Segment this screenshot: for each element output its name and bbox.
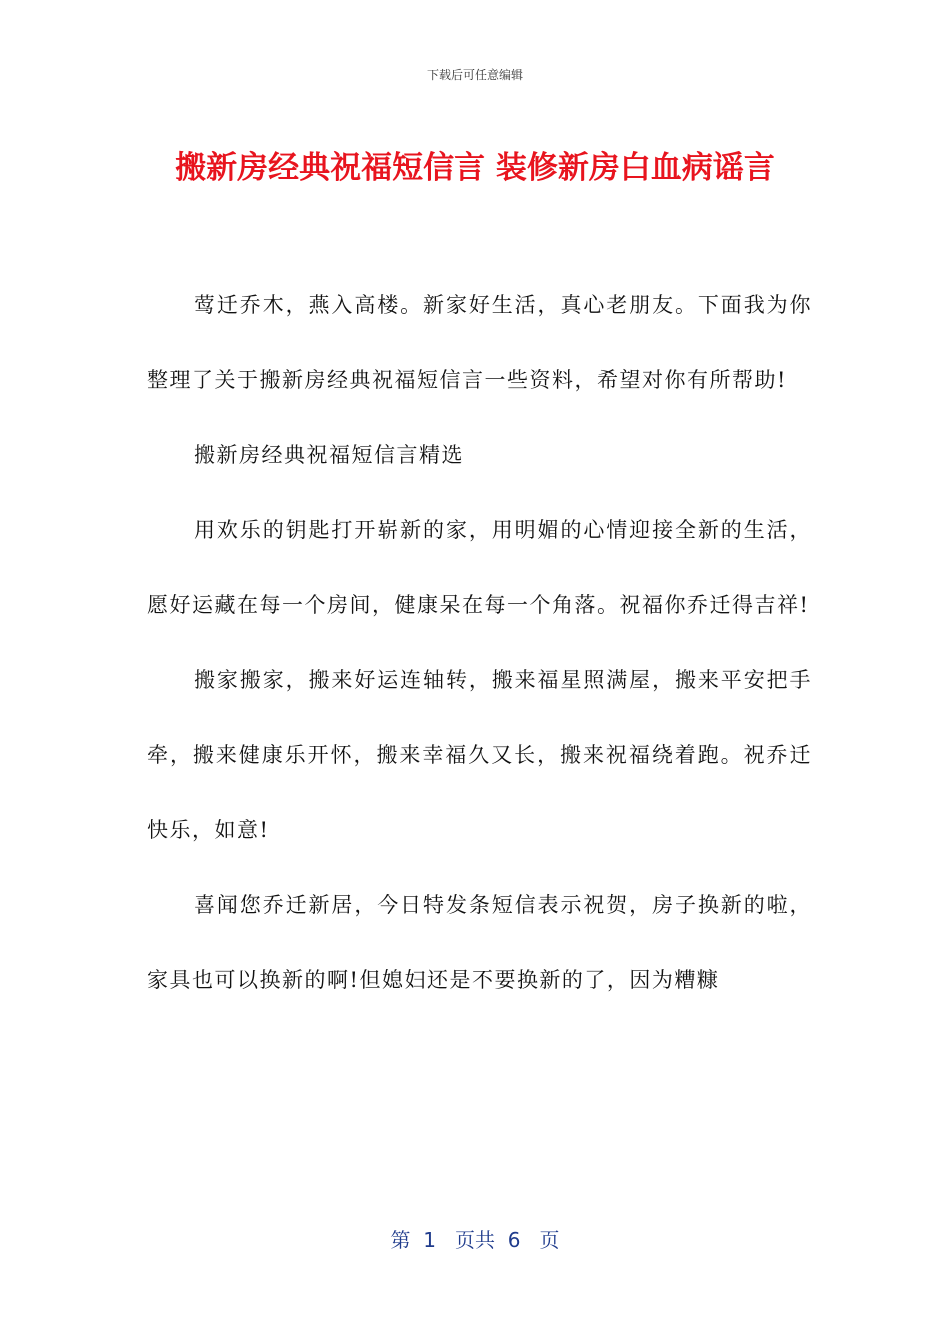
paragraph-intro: 莺迁乔木，燕入高楼。新家好生活，真心老朋友。下面我为你整理了关于搬新房经典祝福短信言一些资料，希望对你有所帮助! xyxy=(147,293,812,392)
page-number-footer: 第 1 页共 6 页 xyxy=(390,1228,560,1252)
header-note: 下载后可任意编辑 xyxy=(426,68,523,82)
paragraph-blessing-2: 搬家搬家，搬来好运连轴转，搬来福星照满屋，搬来平安把手牵，搬来健康乐开怀，搬来幸福久又长，搬来祝福绕着跑。祝乔迁快乐，如意! xyxy=(147,668,812,842)
paragraph-blessing-3: 喜闻您乔迁新居，今日特发条短信表示祝贺，房子换新的啦，家具也可以换新的啊!但媳妇还是不要换新的了，因为糟糠 xyxy=(147,893,812,992)
section-heading: 搬新房经典祝福短信言精选 xyxy=(194,443,464,467)
document-body xyxy=(147,268,812,1018)
paragraph-blessing-1: 用欢乐的钥匙打开崭新的家，用明媚的心情迎接全新的生活，愿好运藏在每一个房间，健康呆在每一个角落。祝福你乔迁得吉祥! xyxy=(147,518,812,617)
document-title: 搬新房经典祝福短信言 装修新房白血病谣言 xyxy=(175,150,775,186)
